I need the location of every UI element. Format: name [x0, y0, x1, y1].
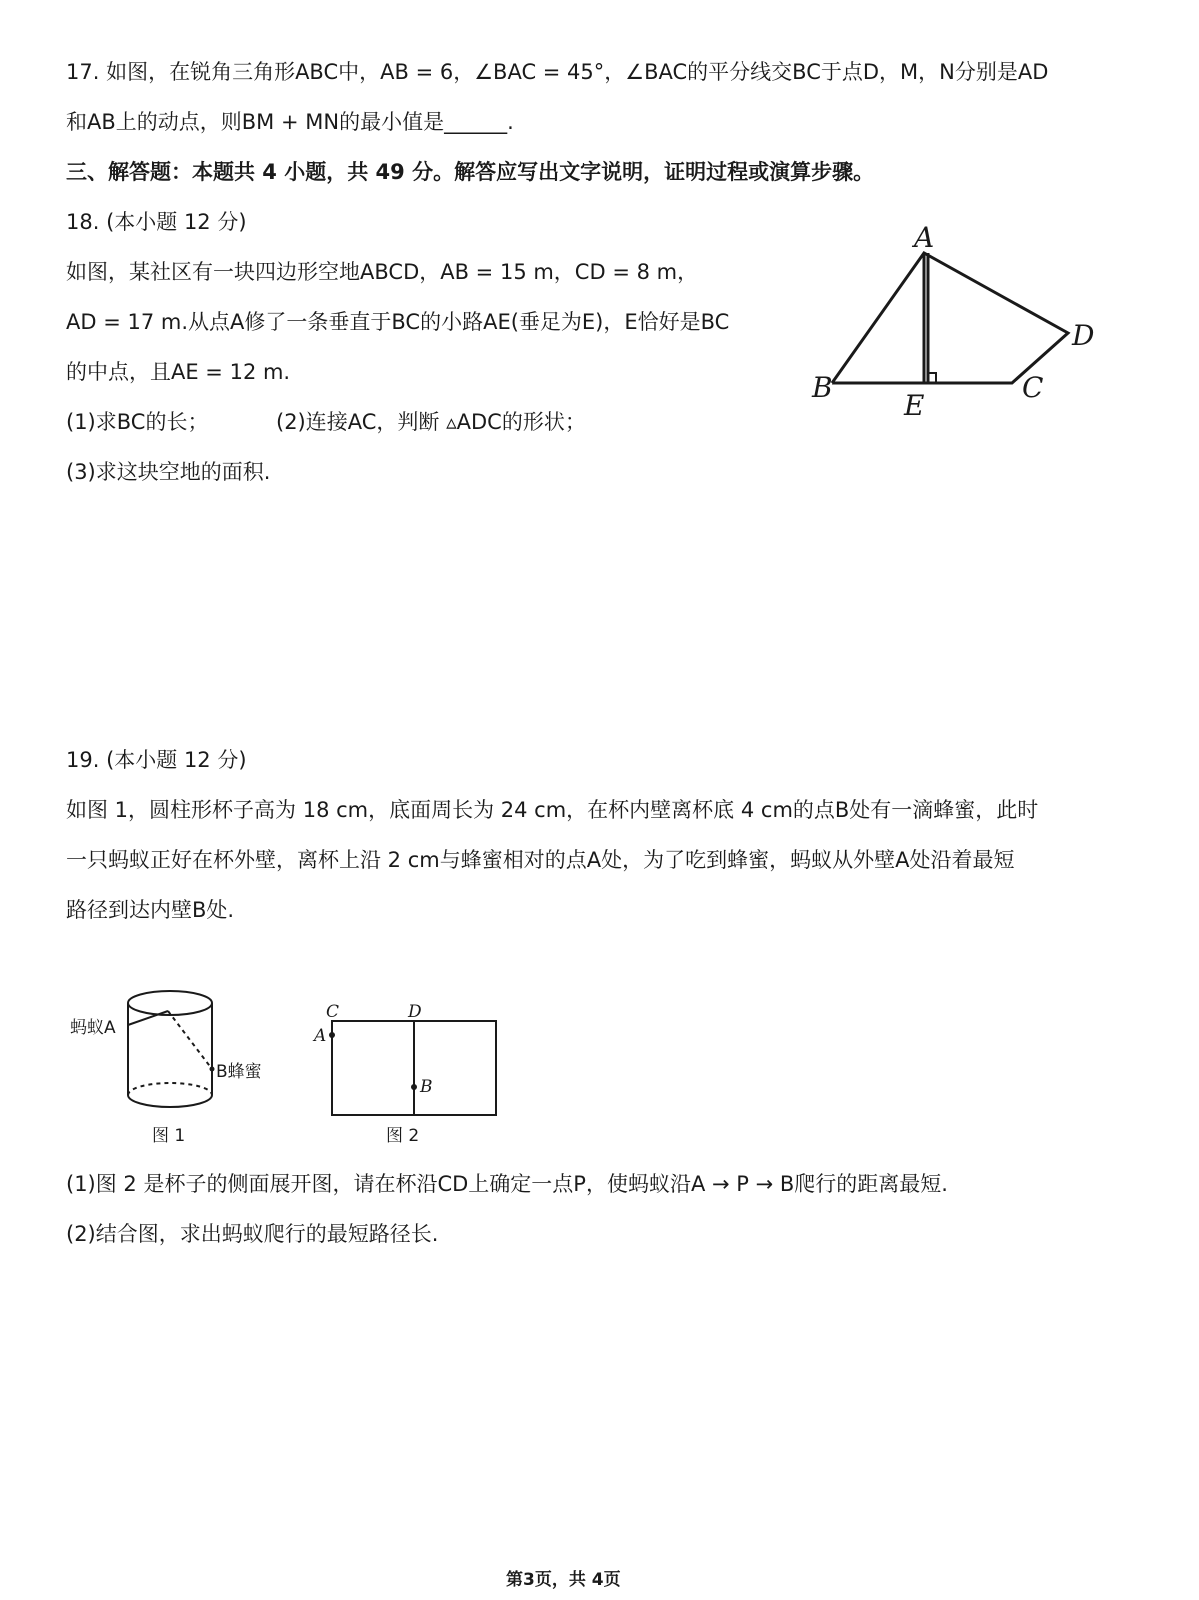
- honey-point: [210, 1067, 215, 1072]
- q19-line1: 如图 1，圆柱形杯子高为 18 cm，底面周长为 24 cm，在杯内壁离杯底 4 cm的点B处有一滴蜂蜜，此时: [66, 798, 1039, 822]
- page-number: 第3页，共 4页: [506, 1570, 621, 1590]
- q17-line1: 17. 如图，在锐角三角形ABC中，AB = 6，∠BAC = 45°，∠BAC的平分线交BC于点D，M，N分别是AD: [66, 60, 1049, 84]
- label-b-fig2: B: [420, 1077, 433, 1097]
- q19-sub2: (2)结合图，求出蚂蚁爬行的最短路径长.: [66, 1222, 439, 1246]
- quadrilateral-abcd: [832, 253, 1068, 383]
- label-c-fig2: C: [326, 1002, 340, 1022]
- label-e: E: [904, 389, 925, 422]
- label-a-fig2: A: [314, 1026, 327, 1046]
- q18-header: 18. (本小题 12 分): [66, 210, 247, 234]
- cylinder-bottom-back: [128, 1083, 212, 1095]
- q19-figure2-unfolded: [300, 995, 510, 1155]
- label-a: A: [914, 221, 935, 254]
- label-b: B: [812, 371, 833, 404]
- q18-line2: AD = 17 m.从点A修了一条垂直于BC的小路AE(垂足为E)，E恰好是BC: [66, 310, 730, 334]
- q18-line3: 的中点，且AE = 12 m.: [66, 360, 291, 384]
- q18-sub1: (1)求BC的长；: [66, 410, 209, 434]
- q19-figure1-cylinder: [64, 985, 294, 1155]
- figure1-caption: 图 1: [152, 1126, 186, 1146]
- point-b: [411, 1084, 417, 1090]
- label-d-fig2: D: [408, 1002, 422, 1022]
- q18-quadrilateral-figure: [800, 215, 1110, 425]
- cylinder-bottom-front: [128, 1095, 212, 1107]
- q17-line2: 和AB上的动点，则BM + MN的最小值是______.: [66, 110, 514, 134]
- point-a: [329, 1032, 335, 1038]
- q19-header: 19. (本小题 12 分): [66, 748, 247, 772]
- label-c: C: [1022, 371, 1044, 404]
- q19-line3: 路径到达内壁B处.: [66, 898, 235, 922]
- label-honey-b: B蜂蜜: [216, 1062, 262, 1082]
- q19-line2: 一只蚂蚁正好在杯外壁，离杯上沿 2 cm与蜂蜜相对的点A处，为了吃到蜂蜜，蚂蚁从外壁A处沿着最短: [66, 848, 1015, 872]
- q18-sub2: (2)连接AC，判断 ▵ADC的形状；: [276, 410, 586, 434]
- label-d: D: [1072, 319, 1095, 352]
- q18-sub3: (3)求这块空地的面积.: [66, 460, 271, 484]
- q18-line1: 如图，某社区有一块四边形空地ABCD，AB = 15 m，CD = 8 m，: [66, 260, 699, 284]
- label-ant-a: 蚂蚁A: [70, 1018, 116, 1038]
- cylinder-top: [128, 991, 212, 1015]
- figure2-caption: 图 2: [386, 1126, 420, 1146]
- ant-path-inner: [168, 1011, 212, 1069]
- section3-heading: 三、解答题：本题共 4 小题，共 49 分。解答应写出文字说明，证明过程或演算步骤。: [66, 160, 875, 184]
- q19-sub1: (1)图 2 是杯子的侧面展开图，请在杯沿CD上确定一点P，使蚂蚁沿A → P → B爬行的距离最短.: [66, 1172, 948, 1196]
